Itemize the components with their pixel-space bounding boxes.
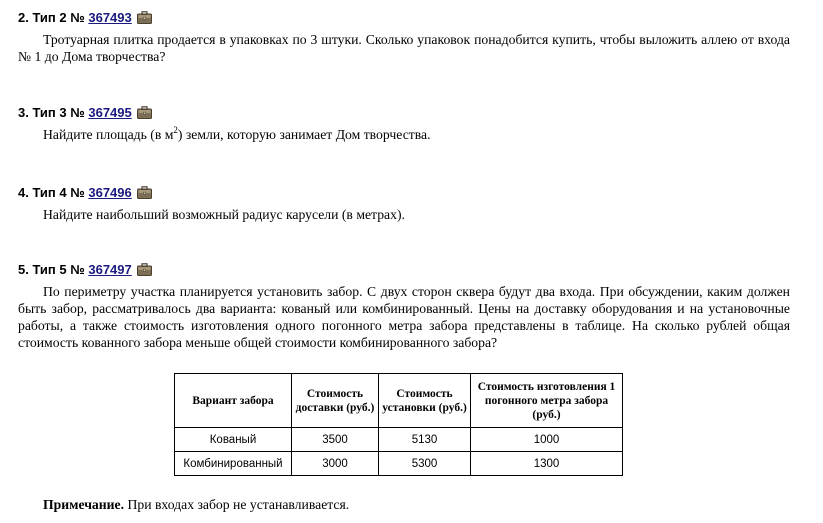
table-header: Стоимость доставки (руб.): [292, 374, 379, 428]
task-number: 4.: [18, 185, 29, 200]
briefcase-icon[interactable]: [137, 186, 152, 199]
number-sign: №: [70, 105, 85, 120]
task-4: [18, 184, 790, 223]
task-3: [18, 104, 790, 143]
task-id-link[interactable]: 367497: [88, 262, 132, 277]
number-sign: №: [70, 185, 85, 200]
note-text: При входах забор не устанавливается.: [124, 497, 350, 512]
note-label: Примечание.: [43, 497, 125, 512]
task-type: Тип 3: [32, 105, 67, 120]
number-sign: №: [70, 262, 85, 277]
table-cell: 1300: [471, 452, 623, 476]
briefcase-icon[interactable]: [137, 263, 152, 276]
note: [43, 496, 349, 513]
briefcase-icon[interactable]: [137, 106, 152, 119]
table-row: [175, 428, 623, 452]
table-cell: 5130: [379, 428, 471, 452]
table-row: [175, 452, 623, 476]
task-text: Тротуарная плитка продается в упаковках по 3 штуки. Сколько упаковок понадобится купить, чтобы выложить аллею от входа № 1 до Дома творчества?: [18, 32, 790, 64]
table-header-row: [175, 374, 623, 428]
table-cell: Комбинированный: [175, 452, 292, 476]
table-cell: 3500: [292, 428, 379, 452]
task-type: Тип 2: [32, 10, 67, 25]
task-header: [18, 104, 790, 122]
table-header: Стоимость изготовления 1 погонного метра забора (руб.): [471, 374, 623, 428]
task-2: [18, 9, 790, 65]
task-id-link[interactable]: 367496: [88, 185, 132, 200]
price-table: [174, 373, 623, 476]
table-cell: 3000: [292, 452, 379, 476]
task-text: Найдите площадь (в $м^2$) земли, которую занимает Дом творчества.: [43, 125, 431, 142]
task-type: Тип 4: [32, 185, 67, 200]
number-sign: №: [70, 10, 85, 25]
task-header: [18, 184, 790, 202]
task-5: [18, 261, 790, 351]
task-id-link[interactable]: 367495: [88, 105, 132, 120]
table-header: Стоимость установки (руб.): [379, 374, 471, 428]
task-id-link[interactable]: 367493: [88, 10, 132, 25]
table-cell: 5300: [379, 452, 471, 476]
task-number: 3.: [18, 105, 29, 120]
table-cell: Кованый: [175, 428, 292, 452]
briefcase-icon[interactable]: [137, 11, 152, 24]
task-header: [18, 261, 790, 279]
task-number: 5.: [18, 262, 29, 277]
task-text: Найдите наибольший возможный радиус карусели (в метрах).: [43, 207, 405, 222]
task-type: Тип 5: [32, 262, 67, 277]
task-header: [18, 9, 790, 27]
task-text: По периметру участка планируется установить забор. С двух сторон сквера будут два входа. При обсуждении, каким должен быть забор, рассматривалось два варианта: кованый или комбинированный. Цены на доставку оборудования и на установочные работы, а также стоимость изготовления одного погонного метра забора представлены в таблице. На сколько рублей общая стоимость кованного забора меньше общей стоимости комбинированного забора?: [18, 284, 790, 350]
task-number: 2.: [18, 10, 29, 25]
superscript: 2: [173, 125, 178, 135]
table-cell: 1000: [471, 428, 623, 452]
table-header: Вариант забора: [175, 374, 292, 428]
